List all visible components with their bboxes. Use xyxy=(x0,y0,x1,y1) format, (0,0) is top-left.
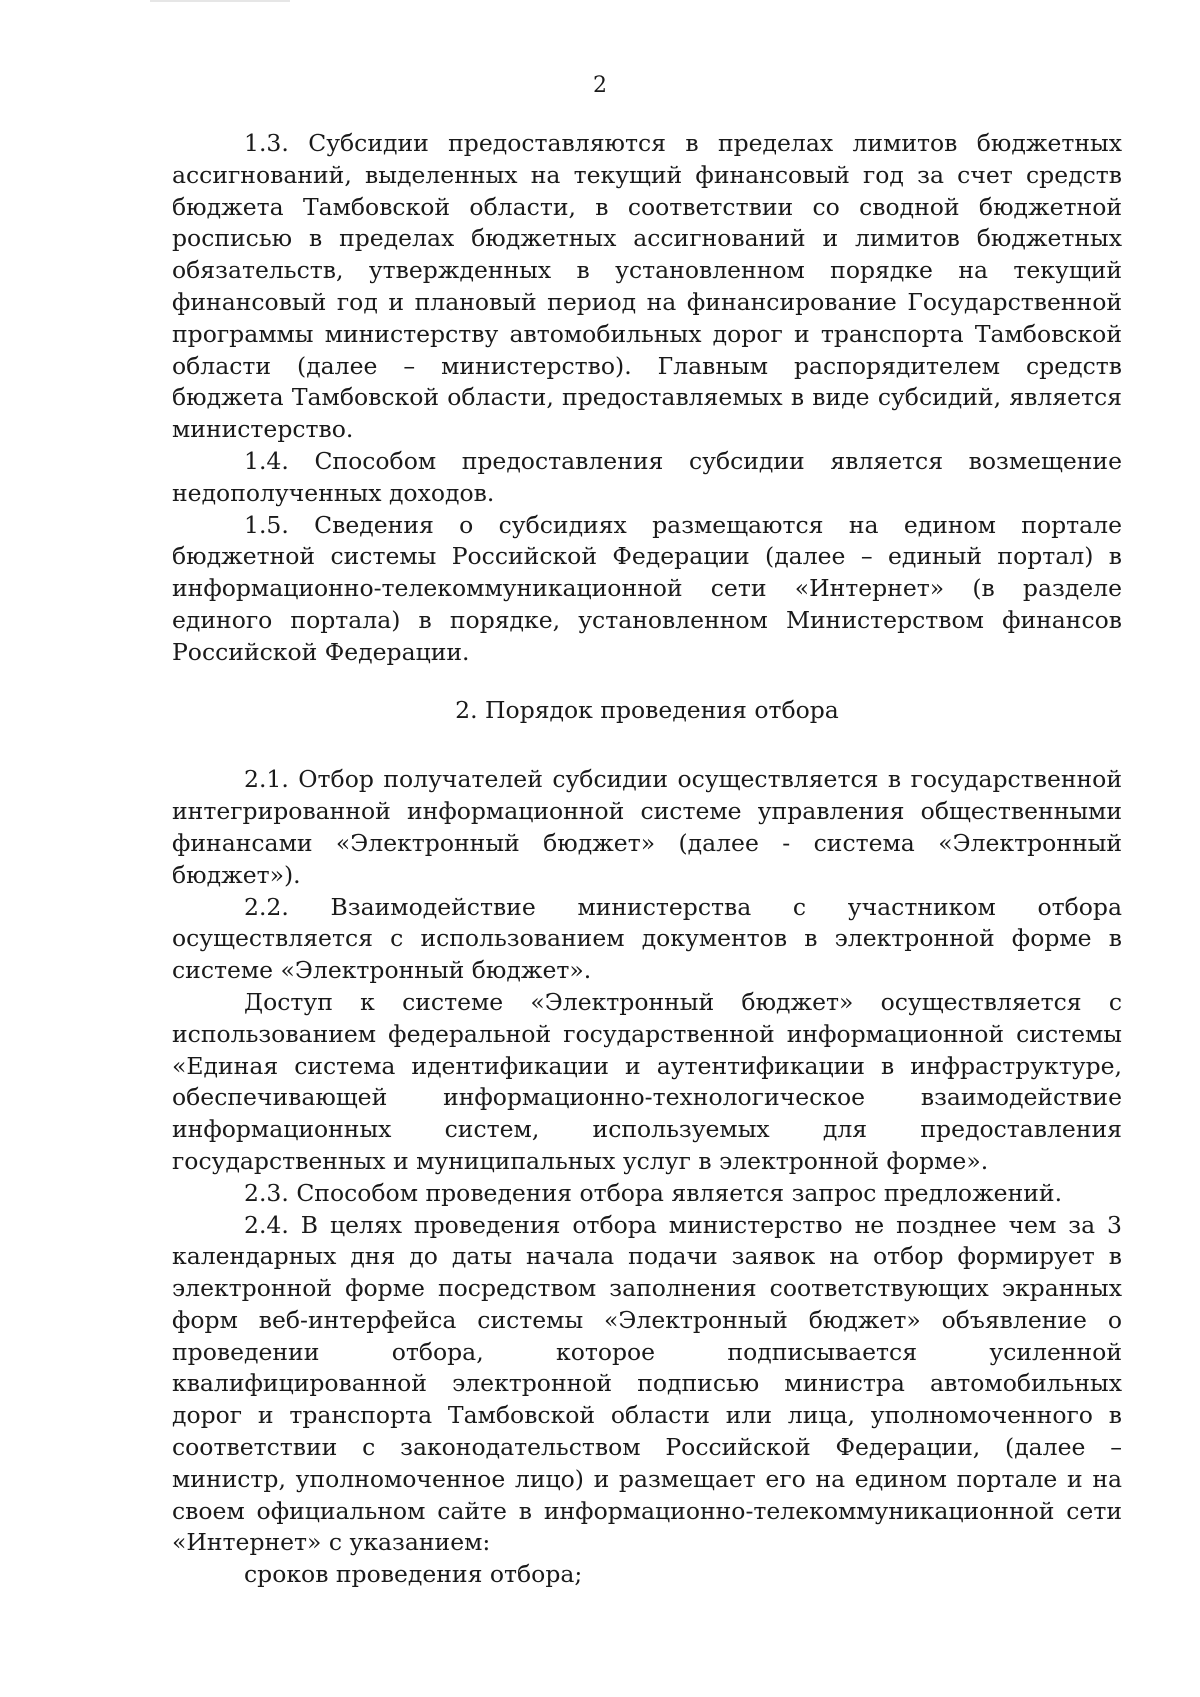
section-2-heading: 2. Порядок проведения отбора xyxy=(455,695,839,724)
paragraph-1-5: 1.5. Сведения о субсидиях размещаются на едином портале бюджетной системы Российской Федерации (далее – единый портал) в информационно-телекоммуникационной сети «Интернет» (в разделе единого портала) в порядке, установленном Министерством финансов Российской Федерации. xyxy=(172,510,1122,666)
paragraph-1-4: 1.4. Способом предоставления субсидии является возмещение недополученных доходов. xyxy=(172,446,1122,507)
page-number: 2 xyxy=(593,73,607,98)
paragraph-2-1: 2.1. Отбор получателей субсидии осуществляется в государственной интегрированной информационной системе управления общественными финансами «Электронный бюджет» (далее - система «Электронный бюджет»). xyxy=(172,765,1122,889)
list-item: сроков проведения отбора; xyxy=(244,1560,583,1589)
paragraph-2-2-access: Доступ к системе «Электронный бюджет» осуществляется с использованием федеральной государственной информационной системы «Единая система идентификации и аутентификации в инфраструктуре, обеспечивающей информационно-технологическое взаимодействие информационных систем, используемых для предоставления государственных и муниципальных услуг в электронной форме». xyxy=(172,987,1122,1175)
paragraph-2-3: 2.3. Способом проведения отбора является запрос предложений. xyxy=(244,1178,1063,1207)
paragraph-2-2: 2.2. Взаимодействие министерства с участником отбора осуществляется с использованием документов в электронной форме в системе «Электронный бюджет». xyxy=(172,892,1122,985)
scan-artifact xyxy=(150,0,290,2)
paragraph-1-3: 1.3. Субсидии предоставляются в пределах лимитов бюджетных ассигнований, выделенных на текущий финансовый год за счет средств бюджета Тамбовской области, в соответствии со сводной бюджетной росписью в пределах бюджетных ассигнований и лимитов бюджетных обязательств, утвержденных в установленном порядке на текущий финансовый год и плановый период на финансирование Государственной программы министерству автомобильных дорог и транспорта Тамбовской области (далее – министерство). Главным распорядителем средств бюджета Тамбовской области, предоставляемых в виде субсидий, является министерство. xyxy=(172,129,1122,444)
document-body xyxy=(172,128,1122,1591)
paragraph-2-4: 2.4. В целях проведения отбора министерство не позднее чем за 3 календарных дня до даты начала подачи заявок на отбор формирует в электронной форме посредством заполнения соответствующих экранных форм веб-интерфейса системы «Электронный бюджет» объявление о проведении отбора, которое подписывается усиленной квалифицированной электронной подписью министра автомобильных дорог и транспорта Тамбовской области или лица, уполномоченного в соответствии с законодательством Российской Федерации, (далее – министр, уполномоченное лицо) и размещает его на едином портале и на своем официальном сайте в информационно-телекоммуникационной сети «Интернет» с указанием: xyxy=(172,1210,1122,1557)
